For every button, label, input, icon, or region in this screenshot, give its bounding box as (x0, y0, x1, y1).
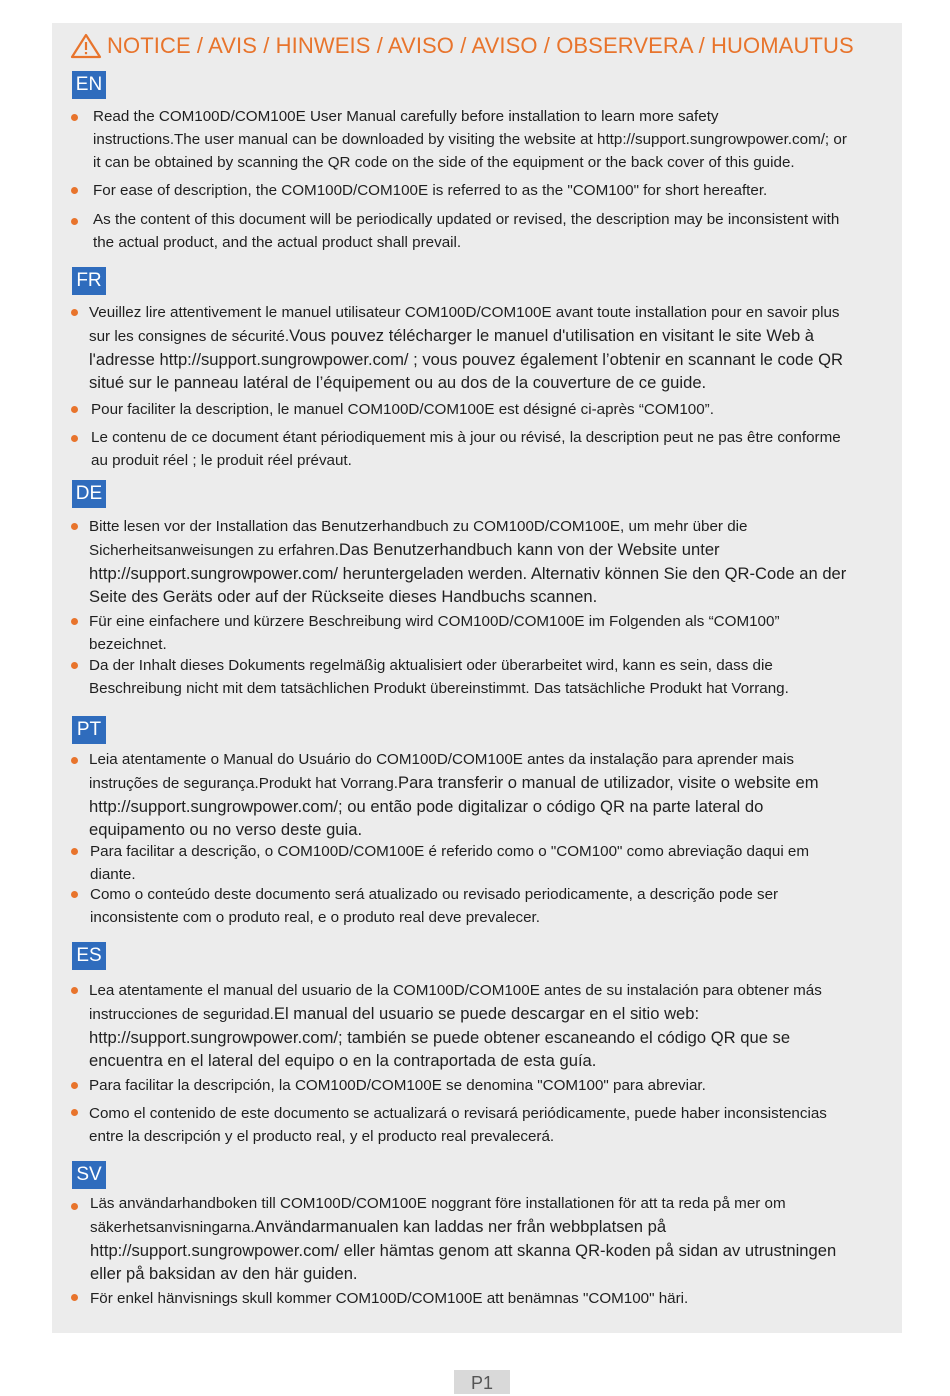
bullet-dot (71, 987, 78, 994)
bullet-dot (71, 309, 78, 316)
lang-badge-sv: SV (72, 1161, 106, 1189)
bullet-dot (71, 1109, 78, 1116)
bullet-dot (71, 1082, 78, 1089)
bullet-dot (71, 523, 78, 530)
warning-triangle-icon (70, 33, 102, 59)
lang-badge-es: ES (72, 942, 106, 970)
notice-header (70, 33, 854, 59)
bullet-dot (71, 1294, 78, 1301)
page-number: P1 (454, 1370, 510, 1394)
bullet-dot (71, 218, 78, 225)
bullet-dot (71, 891, 78, 898)
lang-badge-pt: PT (72, 716, 106, 744)
bullet-dot (71, 757, 78, 764)
bullet-dot (71, 848, 78, 855)
bullet-dot (71, 406, 78, 413)
lang-badge-de: DE (72, 480, 106, 508)
bullet-dot (71, 1203, 78, 1210)
notice-title: NOTICE / AVIS / HINWEIS / AVISO / AVISO / OBSERVERA / HUOMAUTUS (107, 33, 854, 58)
lang-badge-en: EN (72, 71, 106, 99)
lang-badge-fr: FR (72, 267, 106, 295)
bullet-dot (71, 187, 78, 194)
bullet-dot (71, 662, 78, 669)
bullet-dot (71, 114, 78, 121)
bullet-dot (71, 435, 78, 442)
bullet-dot (71, 618, 78, 625)
